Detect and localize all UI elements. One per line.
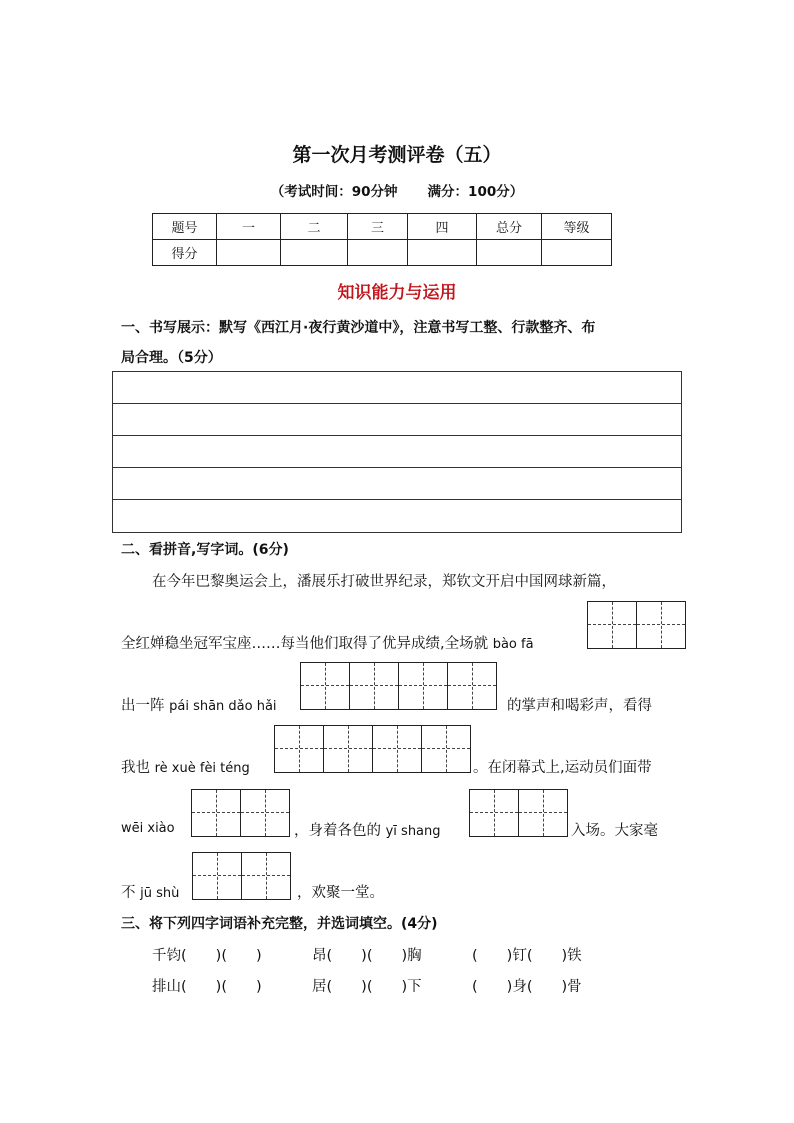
q2-line4-after: 。在闭幕式上,运动员们面带	[473, 760, 652, 776]
q3-item: ( )钉( )铁	[472, 948, 582, 964]
pinyin-wei-xiao: wēi xiào	[121, 821, 175, 836]
score-header-cell: 二	[281, 214, 348, 240]
char-box[interactable]	[588, 602, 637, 648]
pinyin-bao-fa: bào fā	[492, 637, 534, 652]
score-input-cell[interactable]	[217, 240, 281, 266]
answer-grid-wei-xiao[interactable]	[191, 789, 290, 837]
page-title: 第一次月考测评卷（五）	[292, 144, 502, 166]
writing-line[interactable]	[113, 468, 681, 500]
q1-line1: 一、书写展示：默写《西江月·夜行黄沙道中》，注意书写工整、行款整齐、布	[121, 320, 596, 336]
q2-line4-prefix: 我也	[121, 760, 150, 776]
pinyin-ju-shu: jū shù	[140, 886, 180, 901]
score-input-cell[interactable]	[542, 240, 612, 266]
pinyin-re-xue-fei-teng: rè xuè fèi téng	[154, 761, 250, 776]
q2-line2-text: 全红婵稳坐冠军宝座……每当他们取得了优异成绩,全场就	[121, 636, 489, 652]
answer-grid-pai-shan-dao-hai[interactable]	[300, 662, 497, 710]
score-table	[152, 213, 612, 266]
score-row-label: 得分	[153, 240, 217, 266]
score-input-cell[interactable]	[408, 240, 477, 266]
char-box[interactable]	[275, 726, 324, 772]
answer-grid-ju-shu[interactable]	[192, 852, 291, 900]
char-box[interactable]	[399, 663, 448, 709]
char-box[interactable]	[324, 726, 373, 772]
q2-line6-text	[121, 881, 179, 902]
char-box[interactable]	[637, 602, 686, 648]
score-input-cell[interactable]	[348, 240, 408, 266]
writing-line[interactable]	[113, 372, 681, 404]
q2-line1: 在今年巴黎奥运会上，潘展乐打破世界纪录，郑钦文开启中国网球新篇，	[152, 574, 616, 590]
char-box[interactable]	[519, 790, 568, 836]
char-box[interactable]	[422, 726, 471, 772]
char-box[interactable]	[470, 790, 519, 836]
q2-heading: 二、看拼音,写字词。(6分)	[121, 542, 289, 558]
writing-line[interactable]	[113, 404, 681, 436]
pinyin-pai-shan-dao-hai: pái shān dǎo hǎi	[169, 699, 277, 714]
q2-line3-after: 的掌声和喝彩声，看得	[507, 698, 652, 714]
q3-item: 排山( )( )	[152, 979, 262, 995]
exam-subtitle	[0, 180, 794, 200]
q2-line6-after: ，欢聚一堂。	[297, 885, 384, 901]
answer-grid-bao-fa[interactable]	[587, 601, 686, 649]
score-table-header-row	[153, 214, 612, 240]
score-header-cell: 三	[348, 214, 408, 240]
answer-grid-yi-shang[interactable]	[469, 789, 568, 837]
score-header-cell: 题号	[153, 214, 217, 240]
score-input-cell[interactable]	[281, 240, 348, 266]
char-box[interactable]	[241, 790, 290, 836]
char-box[interactable]	[193, 853, 242, 899]
q3-item: 居( )( )下	[312, 979, 422, 995]
q2-line5-after: 入场。大家毫	[571, 823, 658, 839]
score-table-score-row	[153, 240, 612, 266]
q2-line3-prefix: 出一阵	[121, 698, 165, 714]
q3-item: 昂( )( )胸	[312, 948, 422, 964]
char-box[interactable]	[350, 663, 399, 709]
q2-line4-text	[121, 756, 250, 777]
q2-line6-prefix: 不	[121, 885, 136, 901]
char-box[interactable]	[192, 790, 241, 836]
score-header-cell: 等级	[542, 214, 612, 240]
q2-line3-text	[121, 694, 277, 715]
q3-item: 千钧( )( )	[152, 948, 262, 964]
score-header-cell: 一	[217, 214, 281, 240]
char-box[interactable]	[242, 853, 291, 899]
score-input-cell[interactable]	[477, 240, 542, 266]
section-title: 知识能力与运用	[337, 283, 457, 303]
writing-lines-box[interactable]	[112, 371, 682, 533]
char-box[interactable]	[373, 726, 422, 772]
q2-line5-mid-text: ，身着各色的	[294, 823, 381, 839]
answer-grid-re-xue-fei-teng[interactable]	[274, 725, 471, 773]
writing-line[interactable]	[113, 500, 681, 532]
char-box[interactable]	[301, 663, 350, 709]
q1-line2: 局合理。（5分）	[121, 350, 222, 366]
score-header-cell: 总分	[477, 214, 542, 240]
char-box[interactable]	[448, 663, 497, 709]
q3-item: ( )身( )骨	[472, 979, 582, 995]
pinyin-yi-shang: yī shang	[385, 824, 441, 839]
full-score: 满分：100分）	[427, 184, 524, 200]
q2-line5-mid	[294, 819, 441, 840]
q3-heading: 三、将下列四字词语补充完整，并选词填空。(4分)	[121, 916, 438, 932]
exam-time: （考试时间：90分钟	[270, 184, 398, 200]
score-header-cell: 四	[408, 214, 477, 240]
q2-line2	[121, 632, 534, 653]
writing-line[interactable]	[113, 436, 681, 468]
